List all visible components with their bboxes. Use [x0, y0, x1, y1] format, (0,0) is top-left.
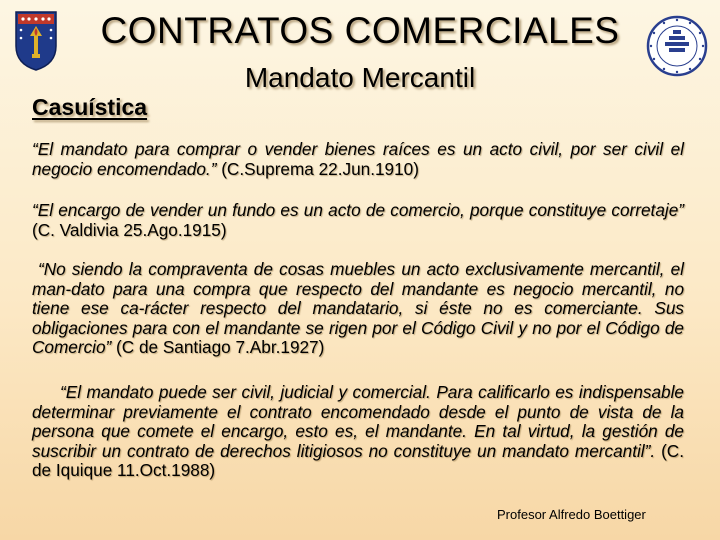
section-heading: Casuística [32, 94, 148, 120]
slide-title: CONTRATOS COMERCIALES [100, 10, 620, 51]
author-footer: Profesor Alfredo Boettiger [497, 507, 646, 522]
case-paragraph [32, 201, 684, 240]
case-citation: (C. Valdivia 25.Ago.1915) [32, 219, 227, 240]
case-paragraph [32, 140, 684, 179]
case-citation: (C.Suprema 22.Jun.1910) [216, 158, 419, 179]
case-quote: “No siendo la compraventa de cosas muebles un acto exclusivamente mercantil, el man-dato para una compra que respecto del mandante es negocio mercantil, no tiene ese ca-rácter respecto del mandatario, si éste no es comerciante. Sus obligaciones para con el mandante se rigen por el Código Civil y no por el Código de Comercio” [32, 259, 684, 358]
case-quote: “El encargo de vender un fundo es un acto de comercio, porque constituye corretaje” [32, 200, 684, 220]
case-citation: (C de Santiago 7.Abr.1927) [111, 337, 325, 358]
case-quote: “El mandato para comprar o vender bienes raíces es un acto civil, por ser civil el negocio encomendado.” [32, 139, 684, 179]
case-citation: (C. de Iquique 11.Oct.1988) [32, 440, 684, 481]
case-paragraph [32, 383, 684, 481]
case-quote: “El mandato puede ser civil, judicial y comercial. Para calificarlo es indispensable determinar previamente el contrato encomendado desde el punto de vista de la persona que comete el encargo, esto es, el mandante. En tal virtud, la gestión de suscribir un contrato de derechos litigiosos no constituye un mandato mercantil”. [32, 382, 684, 461]
case-paragraph [32, 260, 684, 358]
slide-subtitle: Mandato Mercantil [244, 62, 476, 93]
